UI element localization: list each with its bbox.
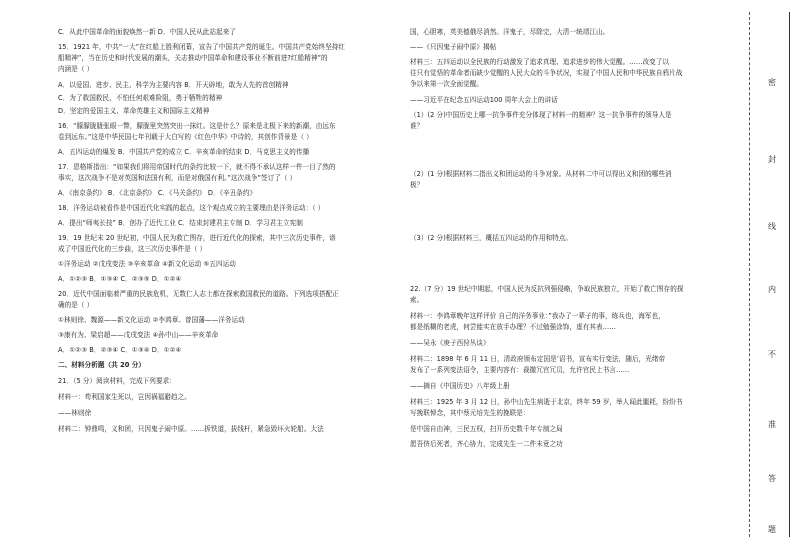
seal-char: 准 [768,420,776,429]
left-text-line: C．从此中国革命的面貌焕然一新 D．中国人民从此站起来了 [58,28,237,36]
left-text-line: A．提出“师夷长技” B．创办了近代工业 C．结束封建君主专制 D．学习君主立宪制 [58,219,303,227]
seal-char: 封 [768,155,776,164]
left-text-line: 18．洋务运动被看作是中国近代化实践的起点，这个观点成立的主要理由是洋务运动：（ ） [58,204,325,212]
right-text-line: 是中国自由神，三民五权，扫开历史数千年专制之局 [410,425,563,433]
left-text-line: 材料二：钟鼎鸣，义和团，只因鬼子闹中原。……拆铁道，拔线杆，紧急毁坏火轮船。大法 [58,425,324,433]
left-text-line: A．①②③ B．①③④ C．②③⑤ D．①②④ [58,275,182,283]
right-text-line: 22.（7 分）19 世纪中期起，中国人民为反抗列强侵略，争取民族独立，开始了救亡图存的探 [410,285,684,293]
seal-dashed-line [749,12,750,537]
right-text-line: 材料二：1898 年 6 月 11 日，清政府颁布定国是’诏书，宣布实行变法，随后，光绪帝 [410,355,666,363]
seal-char: 题 [768,525,776,534]
left-text-line: 成了中国近代化的三步曲，这三次历史事件是（ ） [58,245,207,253]
right-text-line: ——《只因鬼子闹中原》揭帖 [410,43,497,51]
right-text-line: 都是纸糊的老虎，何尝能实在放手办理？不过勉强涂饰，虚有其表…… [410,323,616,331]
left-text-line: A．五四运动的爆发 B．中国共产党的成立 C．辛亥革命的结束 D．马克思主义的传播 [58,148,310,156]
left-text-line: 17．恩格斯指出：“如果我们将用帝国时代的条约比较一下，就不得不承认这样一件一目了然的 [58,163,336,171]
right-text-line: （1）(2 分)中国历史上哪一抗争事件充分体现了材料一的精神？这一抗争事件的领导人是 [410,111,672,119]
left-text-line: 二、材料分析题（共 20 分） [58,361,146,369]
right-text-line: 愿吾侪后死者，齐心协力，完成先生一二件未竟之功 [410,440,563,448]
right-text-line: 谁？ [410,122,424,130]
left-text-line: ①洋务运动 ②戊戌变法 ③辛亥革命 ④新文化运动 ⑤五四运动 [58,260,236,268]
right-text-line: 发布了一系列变法诏令，主要内容有：裁撤冗官冗员，允许官民上书言…… [410,366,630,374]
right-text-line: ——摘自《中国历史》八年级上册 [410,382,510,390]
left-text-line: 21．（5 分）阅读材料，完成下列要求： [58,377,176,385]
right-text-line: 国，心胆寒，英美德俄尽消然。洋鬼子，尽除完，大清一统靖江山。 [410,28,610,36]
left-text-line: ①林则徐、魏源——新文化运动 ②李鸿章、曾国藩——洋务运动 [58,316,245,324]
right-text-line: 写挽联悼念，其中蔡元培先生的挽联是： [410,409,530,417]
left-text-line: 19．19 世纪末 20 世纪初，中国人民为救亡图存，进行近代化的探索，其中三次历史事件，谱 [58,234,336,242]
left-text-line: 材料一：苟利国家生死以，岂因祸福避趋之。 [58,393,191,401]
left-text-line: D．坚定的爱国主义、革命英雄主义和国际主义精神 [58,107,210,115]
left-text-line: A．以爱国、进步、民主、科学为主要内容 B．开天辟地，敢为人先的首创精神 [58,81,289,89]
right-text-line: 争以来第一次全面觉醒。 [410,80,484,88]
left-text-line: 事实，这次战争不是对英国和法国有利，而是对俄国有利。”这次战争”签订了（ ） [58,174,297,182]
seal-char: 线 [768,222,776,231]
left-text-line: 内涵是（ ） [58,65,94,73]
right-text-line: 往只有觉悟的革命者而缺少觉醒的人民大众的斗争状况，实现了中国人民和中华民族自鸦片战 [410,69,683,77]
right-text-line: 材料一：李鸿章晚年这样评价 自己的洋务事业：”我办了一辈子的事，练兵也，海军也， [410,312,665,320]
left-text-line: C．为了救国救民，不怕任何艰难险阻，勇于牺牲的精神 [58,94,223,102]
right-text-line: ——习近平在纪念五四运动100 周年大会上的讲话 [410,96,558,104]
seal-char: 密 [768,78,776,87]
right-text-line: 材料三：五四运动以全民族的行动激发了追求真理、追求进步的伟大觉醒。……改变了以 [410,58,670,66]
right-text-line: 极？ [410,181,424,189]
seal-char: 不 [768,350,776,359]
right-text-line: ——吴永《庚子西狩丛谈》 [410,339,490,347]
left-text-line: 卷到远东。”这是中华民国七年刊载于大白写的《红色中华》中诗的，其创作背景是（ ） [58,133,313,141]
left-text-line: 船精神”，当在历史和时代发展的潮头，关志推动中国革命和建设事业不断前进?红船精神”的 [58,54,328,62]
left-text-line: 15．1921 年，中共“一大”在红船上胜利闭幕，宣告了中国共产党的诞生。中国共产党始终坚持红 [58,43,346,51]
left-text-line: A．①②③ B．②③④ C．①③④ D．①②④ [58,346,182,354]
left-text-line: 确的是（ ） [58,301,94,309]
left-text-line: 16．“朦朦胧胧张眼一瞥，朦胧里突然突出一抹红。这是什么？原来是北极下来的新潮，由远东 [58,122,336,130]
page-border-line [789,12,790,537]
left-text-line: A．《南京条约》 B．《北京条约》 C．《马关条约》 D．《辛丑条约》 [58,189,257,197]
right-text-line: 索。 [410,296,424,304]
seal-char: 答 [768,474,776,483]
right-text-line: （3）(2 分)根据材料三，概括五四运动的作用和特点。 [410,234,573,242]
seal-char: 内 [768,285,776,294]
left-text-line: ——林则徐 [58,409,92,417]
left-text-line: 20．近代中国面临着严重的民族危机，无数仁人志士都在探索救国救民的道路。下列选项搭配正 [58,290,339,298]
left-text-line: ③康有为、梁启超——戊戌变法 ④孙中山——辛亥革命 [58,331,219,339]
right-text-line: 材料三：1925 年 3 月 12 日，孙中山先生病逝于北京，终年 59 岁，举人闻此噩耗，纷纷书 [410,398,683,406]
right-text-line: （2）(1 分)根据材料二指出义和团运动的斗争对象。从材料二中可以得出义和团的哪些消 [410,170,672,178]
